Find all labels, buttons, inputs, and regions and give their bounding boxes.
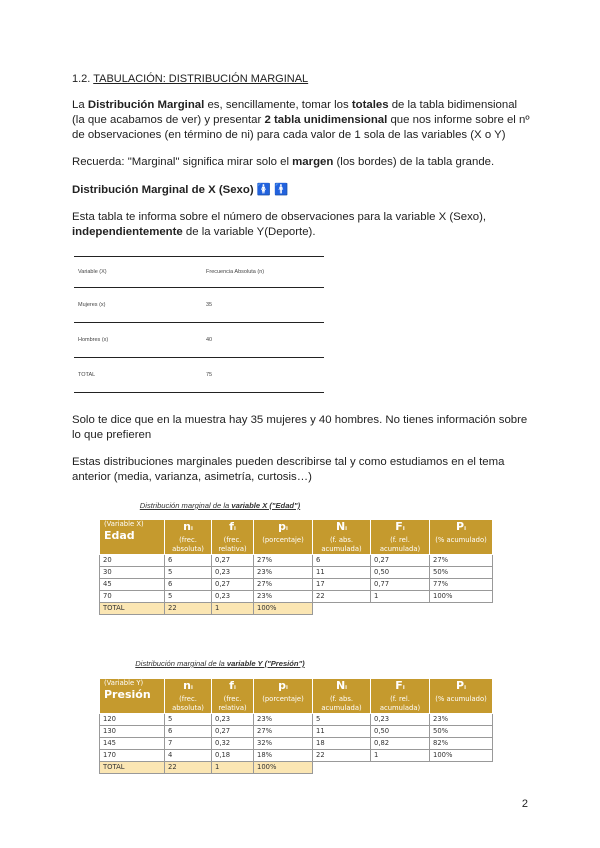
table-row: TOTAL 75 [74,358,324,393]
table-total-row: TOTAL 22 1 100% [100,762,493,774]
intro-paragraph: La Distribución Marginal es, sencillamente, tomar los totales de la tabla bidimensional (la que acabamos de ver) y presentar 2 tabla unidimensional que nos informe sobre el nº de observaciones (en término de ni) para cada valor de 1 sola de las variables (X o Y) [72,99,530,141]
edad-table-caption: Distribución marginal de la variable X ("Edad") [139,501,301,510]
section-number: 1.2. [72,73,91,85]
table-row: 70 5 0,23 23% 22 1 100% [100,591,493,603]
table-header-row: Variable (X) Frecuencia Absoluta (n) [74,257,324,288]
summary-paragraph: Solo te dice que en la muestra hay 35 mujeres y 40 hombres. No tienes información sobre lo que prefieren [72,414,528,441]
sexo-frequency-table [74,256,324,393]
table-row: Hombres (x) 40 [74,323,324,358]
subheading-sexo: Distribución Marginal de X (Sexo) 🚺 🚹 [72,184,289,196]
marginal-description-paragraph: Estas distribuciones marginales pueden describirse tal y como estudiamos en el tema anterior (media, varianza, asimetría, curtosis…) [72,456,505,483]
table-header-row: (Variable X) Edad ni (frec. absoluta) fi (frec. relativa) pi (porcentaje) Ni (f. abs. acumulada) Fi (f. rel. acumulada) Pi (% acumulado) [100,520,493,555]
table-header-row: (Variable Y) Presión ni (frec. absoluta) fi (frec. relativa) pi (porcentaje) Ni (f. abs. acumulada) Fi (f. rel. acumulada) Pi (% acumulado) [100,679,493,714]
table-row: Mujeres (x) 35 [74,288,324,323]
section-title: TABULACIÓN: DISTRIBUCIÓN MARGINAL [93,73,309,85]
table-total-row: TOTAL 22 1 100% [100,603,493,615]
table-row: 45 6 0,27 27% 17 0,77 77% [100,579,493,591]
reminder-paragraph: Recuerda: "Marginal" significa mirar solo el margen (los bordes) de la tabla grande. [72,156,495,168]
presion-table-caption: Distribución marginal de la variable Y ("Presión") [135,659,305,668]
woman-icon: 🚺 [256,184,272,196]
table-row: 130 6 0,27 27% 11 0,50 50% [100,726,493,738]
presion-marginal-table [99,678,493,774]
section-heading [72,72,532,87]
table-row: 170 4 0,18 18% 22 1 100% [100,750,493,762]
table-row: 30 5 0,23 23% 11 0,50 50% [100,567,493,579]
description-paragraph: Esta tabla te informa sobre el número de observaciones para la variable X (Sexo), independientemente de la variable Y(Deporte). [72,211,487,238]
page-number: 2 [521,798,528,810]
table-row: 20 6 0,27 27% 6 0,27 27% [100,555,493,567]
man-icon: 🚹 [274,184,289,196]
edad-marginal-table [99,519,493,615]
table-row: 120 5 0,23 23% 5 0,23 23% [100,714,493,726]
table-row: 145 7 0,32 32% 18 0,82 82% [100,738,493,750]
